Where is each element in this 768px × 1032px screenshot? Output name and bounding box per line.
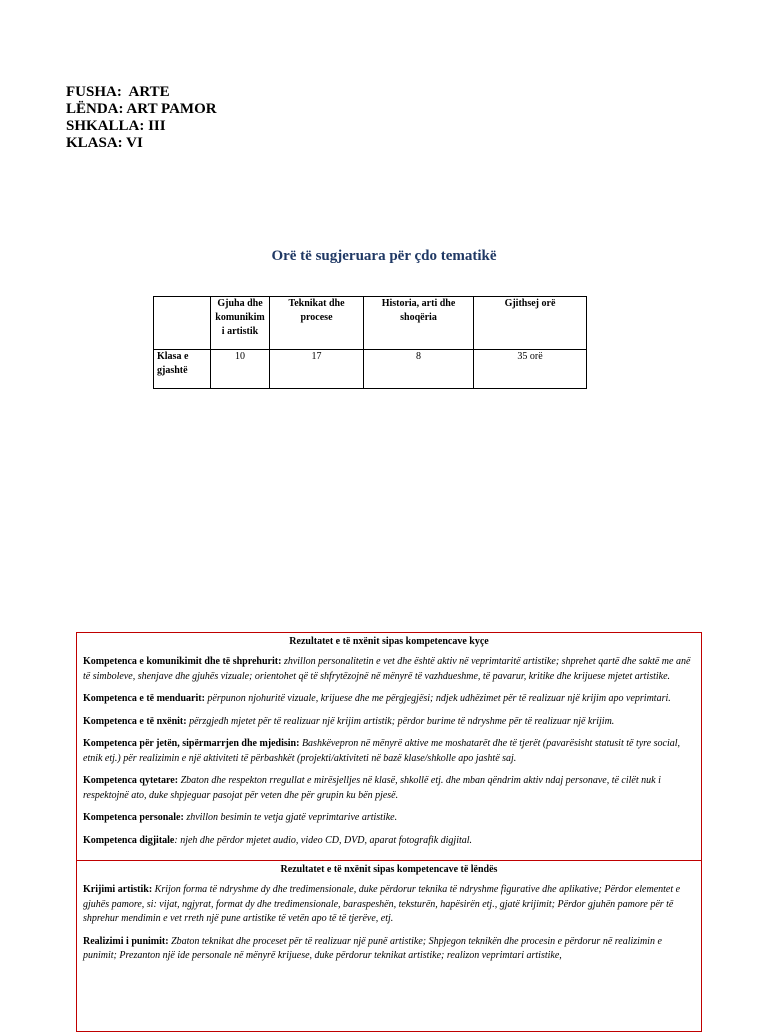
competence-text: zhvillon personalitetin e vet dhe është aktiv në veprimtaritë artistike; shprehet qartë dhe saktë me anë të simboleve, shenjave dhe gjuhës vizuale; orientohet që të shfrytëzojnë në mënyrë të vazhdueshme, të pavarur, kritike dhe krijuese mjetet artistike.	[83, 656, 691, 682]
competence-text: zhvillon besimin te vetja gjatë veprimtarive artistike.	[183, 812, 398, 823]
competence-paragraph	[77, 834, 701, 849]
table-cell: 10	[211, 350, 270, 389]
competence-text: Krijon forma të ndryshme dy dhe tredimensionale, duke përdorur teknika të ndryshme figurative dhe aplikative; Përdor elementet e gjuhës pamore, si: vijat, ngjyrat, format dy dhe tredimensionale, baraspeshën, teksturën, hapësirën etj., gjatë krijimit; Përdor gjuhën pamore për të shprehur mendimin e vet rreth një pune artistike të vetën apo të të tjerëve, etj.	[83, 884, 681, 924]
competence-paragraph	[77, 655, 701, 684]
scale-label: SHKALLA: III	[66, 118, 166, 134]
table-header-cell: Gjithsej orë	[474, 297, 587, 350]
competence-label: Realizimi i punimit:	[83, 935, 169, 947]
table-header-cell: Historia, arti dhe shoqëria	[364, 297, 474, 350]
competence-paragraph	[77, 737, 701, 766]
competence-paragraph	[77, 715, 701, 730]
competence-label: Kompetenca personale:	[83, 812, 184, 823]
class-label: KLASA: VI	[66, 135, 143, 151]
table-header-cell: Gjuha dhe komunikim i artistik	[211, 297, 270, 350]
competence-paragraph	[77, 935, 701, 964]
competence-text: përzgjedh mjetet për të realizuar një krijim artistik; përdor burime të ndryshme për të realizuar një krijim.	[186, 715, 615, 727]
table-row	[154, 350, 587, 389]
subject-competences-title: Rezultatet e të nxënit sipas kompetencave të lëndës	[280, 864, 498, 875]
competence-paragraph	[77, 692, 701, 707]
competence-label: Kompetenca digjitale	[83, 834, 175, 846]
table-cell: 35 orë	[474, 350, 587, 389]
competence-text: Bashkëvepron në mënyrë aktive me moshatarët dhe të tjerët (pavarësisht statusit të tyre social, etnik etj.) për realizimin e një aktiviteti të përbashkët (projekti/aktiviteti në bazë klase/shkolle apo jashtë saj.	[83, 738, 680, 764]
competence-text: Zbaton teknikat dhe proceset për të realizuar një punë artistike; Shpjegon teknikën dhe procesin e përdorur në realizimin e punimit; Prezanton një ide personale në mënyrë krijuese, duke përdorur teknikat artistike; realizon veprimtari artistike,	[83, 935, 662, 961]
table-header-cell: Teknikat dhe procese	[270, 297, 364, 350]
competence-paragraph	[77, 774, 701, 803]
competence-text: përpunon njohuritë vizuale, krijuese dhe me përgjegjësi; ndjek udhëzimet për të realizuar një krijim apo veprimtari.	[204, 693, 671, 704]
competence-label: Kompetenca e komunikimit dhe të shprehurit:	[83, 656, 282, 667]
competence-paragraph	[77, 883, 701, 927]
field-label: FUSHA: ARTE	[66, 84, 170, 100]
competence-label: Kompetenca e të nxënit:	[83, 715, 187, 727]
table-header-cell	[154, 297, 211, 350]
table-header-row	[154, 297, 587, 350]
hours-table	[153, 296, 587, 389]
competence-label: Kompetenca e të menduarit:	[83, 693, 205, 704]
table-cell: 17	[270, 350, 364, 389]
competence-label: Kompetenca për jetën, sipërmarrjen dhe mjedisin:	[83, 738, 300, 749]
competence-text: : njeh dhe përdor mjetet audio, video CD, DVD, aparat fotografik digjital.	[174, 834, 473, 846]
competences-box	[76, 632, 702, 1032]
hours-section-title: Orë të sugjeruara për çdo tematikë	[271, 248, 497, 264]
table-cell: 8	[364, 350, 474, 389]
competence-paragraph	[77, 811, 701, 826]
table-row-label: Klasa e gjashtë	[154, 350, 211, 389]
competence-text: Zbaton dhe respekton rregullat e mirësjelljes në klasë, shkollë etj. dhe mban qëndrim aktiv ndaj personave, të cilët nuk i respektojnë ato, duke shpjeguar pasojat për veten dhe për grupin ku bën pjesë.	[83, 775, 661, 801]
document-header	[66, 84, 217, 152]
subject-label: LËNDA: ART PAMOR	[66, 101, 217, 117]
competence-label: Krijimi artistik:	[83, 884, 153, 895]
key-competences-title: Rezultatet e të nxënit sipas kompetencave kyçe	[289, 636, 489, 647]
competence-label: Kompetenca qytetare:	[83, 775, 179, 786]
